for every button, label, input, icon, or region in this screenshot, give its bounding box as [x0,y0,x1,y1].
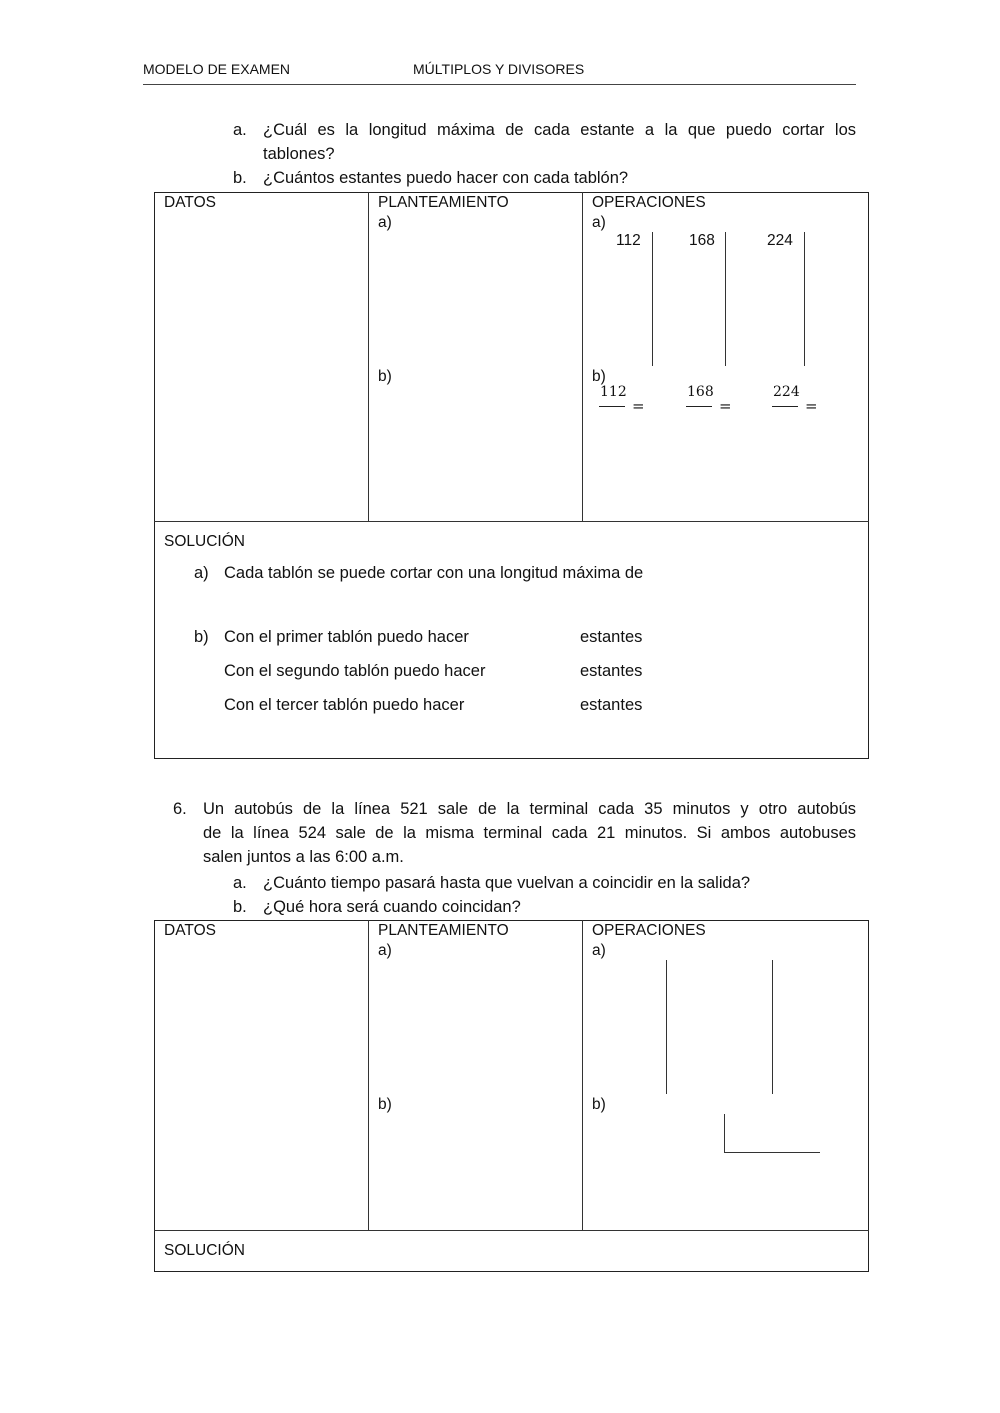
number-112: 112 [616,232,641,249]
planteamiento-part-a: a) [378,942,392,959]
factorization-line [652,232,653,366]
operaciones-part-b: b) [592,368,606,385]
solution-divider [154,1230,869,1231]
solution-title: SOLUCIÓN [164,533,245,550]
fraction-bar [599,406,625,407]
operaciones-header: OPERACIONES [592,194,706,211]
planteamiento-part-b: b) [378,1096,392,1113]
solution-b-line: Con el primer tablón puedo hacer [224,628,469,646]
problem6-statement: Un autobús de la línea 521 sale de la terminal cada 35 minutos y otro autobús [203,800,856,818]
datos-header: DATOS [164,194,216,211]
equals-sign: = [719,397,732,415]
header-title: MODELO DE EXAMEN [143,61,291,77]
problem6-table [154,920,869,1272]
question-a-text-cont: tablones? [263,145,335,163]
division-bracket-bottom [724,1152,820,1153]
solution-b-line: Con el tercer tablón puedo hacer [224,696,465,714]
question-b-text: ¿Cuántos estantes puedo hacer con cada tablón? [263,169,629,187]
question-a-text: ¿Cuánto tiempo pasará hasta que vuelvan a coincidir en la salida? [263,874,751,892]
fraction-bar [772,406,798,407]
solution-b-marker: b) [194,628,209,646]
fraction-numerator: 224 [773,384,800,400]
solution-b-unit: estantes [580,628,643,646]
factorization-line [725,232,726,366]
solution-b-line: Con el segundo tablón puedo hacer [224,662,486,680]
question-a-text: ¿Cuál es la longitud máxima de cada estante a la que puedo cortar los [263,121,856,139]
datos-header: DATOS [164,922,216,939]
equals-sign: = [805,397,818,415]
operaciones-header: OPERACIONES [592,922,706,939]
solution-title: SOLUCIÓN [164,1242,245,1259]
factorization-line [804,232,805,366]
question-b-text: ¿Qué hora será cuando coincidan? [263,898,521,916]
planteamiento-part-a: a) [378,214,392,231]
number-168: 168 [689,232,715,249]
fraction-numerator: 112 [600,384,627,400]
solution-b-unit: estantes [580,696,643,714]
column-divider [368,192,369,522]
factorization-line [772,960,773,1094]
column-divider [582,920,583,1231]
planteamiento-header: PLANTEAMIENTO [378,922,509,939]
equals-sign: = [632,397,645,415]
operaciones-part-a: a) [592,942,606,959]
planteamiento-header: PLANTEAMIENTO [378,194,509,211]
solution-a-marker: a) [194,564,209,582]
operaciones-part-a: a) [592,214,606,231]
problem6-number: 6. [173,800,187,818]
problem6-statement: salen juntos a las 6:00 a.m. [203,848,404,866]
question-b-marker: b. [233,169,247,187]
solution-a-text: Cada tablón se puede cortar con una longitud máxima de [224,564,644,582]
number-224: 224 [767,232,793,249]
question-a-marker: a. [233,874,247,892]
fraction-bar [686,406,712,407]
column-divider [582,192,583,522]
division-bracket [724,1114,725,1153]
problem6-statement: de la línea 524 sale de la misma terminal cada 21 minutos. Si ambos autobuses [203,824,856,842]
header-subject: MÚLTIPLOS Y DIVISORES [413,61,585,77]
solution-b-unit: estantes [580,662,643,680]
header-rule [143,84,856,85]
planteamiento-part-b: b) [378,368,392,385]
factorization-line [666,960,667,1094]
column-divider [368,920,369,1231]
operaciones-part-b: b) [592,1096,606,1113]
fraction-numerator: 168 [687,384,714,400]
question-a-marker: a. [233,121,247,139]
solution-divider [154,521,869,522]
question-b-marker: b. [233,898,247,916]
